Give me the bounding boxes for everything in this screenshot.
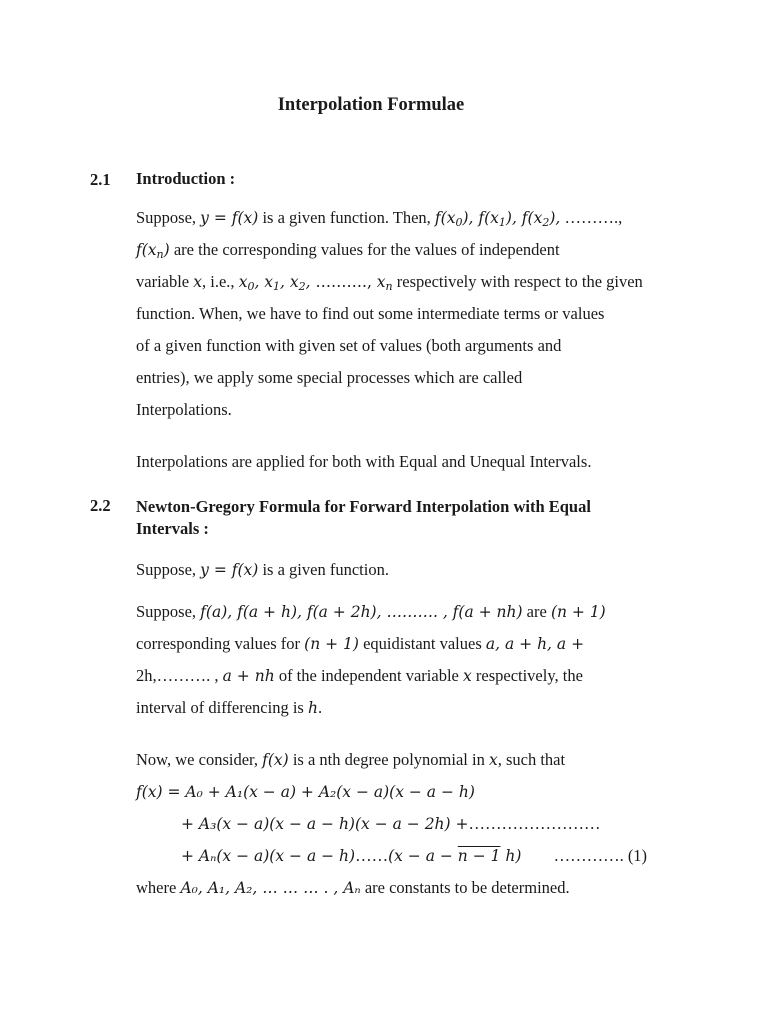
intro-line-1: Suppose, y = f(x) is a given function. Then, $f(x_0)$, $f(x_1)$, $f(x_2)$, ………., <box>136 208 623 229</box>
ng-line-6: Now, we consider, f(x) is a nth degree polynomial in x, such that <box>136 750 566 769</box>
section-heading-introduction: Introduction : <box>136 169 236 188</box>
equation-line-1: f(x) = A₀ + A₁(x − a) + A₂(x − a)(x − a − h) <box>136 783 475 801</box>
ng-line-2: Suppose, f(a), f(a + h), f(a + 2h), ………. , f(a + nh) are (n + 1) <box>136 602 606 621</box>
math-x-sequence: $x_0$, $x_1$, $x_2$, ………., $x_n$ <box>238 273 393 293</box>
intro-line-7: Interpolations. <box>136 400 232 419</box>
section-heading-newton-gregory: Newton-Gregory Formula for Forward Interpolation with Equal Intervals : <box>136 497 591 538</box>
intro-line-3: variable x, i.e., $x_0$, $x_1$, $x_2$, ………., $x_n$ respectively with respect to the given <box>136 272 643 293</box>
ng-line-constants: where A₀, A₁, A₂, … … … . , Aₙ are constants to be determined. <box>136 878 570 897</box>
page-title: Interpolation Formulae <box>277 95 465 115</box>
intro-line-5: of a given function with given set of values (both arguments and <box>136 336 562 355</box>
intro-line-2: $f(x_n)$ are the corresponding values for the values of independent <box>136 240 560 261</box>
math-y-eq-fx: y = f(x) <box>200 209 259 227</box>
math-f-xn: $f(x_n)$ <box>136 241 170 261</box>
ng-line-5: interval of differencing is h. <box>136 698 323 717</box>
ng-line-3: corresponding values for (n + 1) equidistant values a, a + h, a + <box>136 634 585 653</box>
intro-line-8: Interpolations are applied for both with Equal and Unequal Intervals. <box>136 452 592 471</box>
math-f-sequence: f(a), f(a + h), f(a + 2h), ………. , f(a + nh) <box>200 603 523 621</box>
intro-line-4: function. When, we have to find out some intermediate terms or values <box>136 304 605 323</box>
ng-line-1: Suppose, y = f(x) is a given function. <box>136 560 389 579</box>
ng-line-4: 2h,………. , a + nh of the independent variable x respectively, the <box>136 666 583 685</box>
intro-line-6: entries), we apply some special processes which are called <box>136 368 523 387</box>
equation-line-2: + A₃(x − a)(x − a − h)(x − a − 2h) +…………………… <box>181 814 601 833</box>
math-f-x0: $f(x_0)$, $f(x_1)$, $f(x_2)$, <box>434 209 561 229</box>
equation-line-3: + Aₙ(x − a)(x − a − h)……(x − a − n − 1 h) …………. (1) <box>181 846 648 865</box>
section-number-2-2: 2.2 <box>90 496 111 515</box>
section-number-2-1: 2.1 <box>90 170 111 189</box>
equation-label: …………. (1) <box>553 846 648 865</box>
